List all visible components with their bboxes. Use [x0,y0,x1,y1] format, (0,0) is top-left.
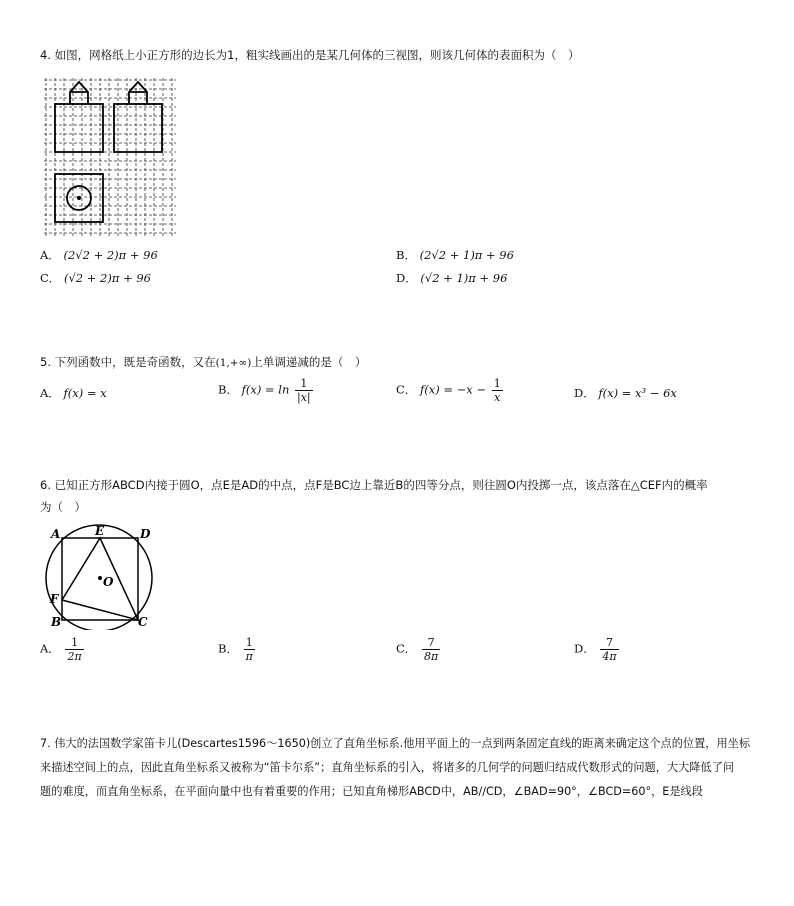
q6-option-b-denominator: π [245,650,253,663]
q4-option-a-label: A． [40,248,60,262]
q6-option-a-denominator: 2π [67,650,82,663]
q6-center-point [98,576,102,580]
q5-option-c-denominator: x [494,391,501,404]
q4-option-b[interactable] [396,247,514,263]
q5-option-b-numerator: 1 [295,377,313,391]
q6-option-c-numerator: 7 [422,636,440,650]
q6-option-b-fraction [244,636,255,663]
q6-option-b-label: B． [218,641,238,656]
q4-option-d[interactable] [396,270,507,286]
q6-label-o: O [103,575,114,589]
q4-side-view [114,82,162,152]
q6-option-a[interactable] [40,636,86,663]
q5-option-d-text: f(x) = x³ − 6x [598,386,677,400]
q4-option-d-label: D． [396,271,417,285]
q6-label-f: F [50,592,59,606]
q5-option-b-lhs: f(x) = ln [241,382,290,397]
q4-option-d-text: (√2 + 1)π + 96 [420,271,508,285]
q6-stem-line2: 为（ ） [40,500,86,514]
q6-option-d-fraction [600,636,618,663]
q5-option-a-text: f(x) = x [63,386,107,400]
q4-front-view [55,82,103,152]
q4-option-a[interactable] [40,247,158,263]
q6-option-d-label: D． [574,641,595,656]
q6-option-b-numerator: 1 [244,636,255,650]
q6-option-c-label: C． [396,641,417,656]
q5-option-b-fraction [295,377,313,404]
q4-option-b-text: (2√2 + 1)π + 96 [419,248,514,262]
q5-stem [40,355,366,371]
q7-line2: 来描述空间上的点，因此直角坐标系又被称为“笛卡尔系”；直角坐标系的引入，将诸多的几何学的问题归结成代数形式的问题，大大降低了问 [40,761,735,774]
q4-three-view-figure [42,74,182,240]
q7-line1: 7. 伟大的法国数学家笛卡儿(Descartes1596～1650)创立了直角坐标系.他用平面上的一点到两条固定直线的距离来确定这个点的位置，用坐标 [40,737,751,750]
q5-interval: (1,+∞) [215,357,252,369]
q6-option-b[interactable] [218,636,257,663]
q6-option-d-denominator: 4π [602,650,617,663]
q6-stem-line1: 6. 已知正方形ABCD内接于圆O，点E是AD的中点，点F是BC边上靠近B的四等分点，则往圆O内投掷一点，该点落在△CEF内的概率 [40,478,708,492]
q6-label-a: A [51,527,61,541]
q5-option-c-numerator: 1 [493,377,501,390]
q6-option-d-numerator: 7 [600,636,618,650]
q6-option-c-denominator: 8π [423,650,439,663]
q5-option-c[interactable] [396,377,505,404]
q6-option-d[interactable] [574,636,621,663]
q5-option-b-label: B． [218,382,238,397]
q6-option-c-fraction [422,636,440,663]
q7-line3: 题的难度，而直角坐标系，在平面向量中也有着重要的作用；已知直角梯形ABCD中，AB//CD，∠BAD=90°，∠BCD=60°，E是线段 [40,785,703,798]
q4-grid [44,78,176,236]
q5-option-b-denominator: |x| [297,391,311,404]
q5-option-b[interactable] [218,377,315,404]
q5-stem-suffix: 上单调递减的是（ ） [251,355,367,369]
q4-option-a-text: (2√2 + 2)π + 96 [63,248,158,262]
q6-option-a-fraction [65,636,83,663]
q5-option-a[interactable] [40,385,107,401]
q4-option-c-label: C． [40,271,61,285]
q6-label-e: E [95,524,105,538]
q6-label-d: D [140,527,151,541]
q6-label-b: B [51,615,62,629]
q6-option-a-numerator: 1 [65,636,83,650]
q4-option-c-text: (√2 + 2)π + 96 [63,271,151,285]
q5-option-a-label: A． [40,386,60,400]
q4-option-c[interactable] [40,270,151,286]
q5-option-c-fraction [492,377,503,404]
q5-option-d-label: D． [574,386,595,400]
q6-label-c: C [138,615,148,629]
q6-option-c[interactable] [396,636,442,663]
q5-option-c-lhs: f(x) = −x − [419,382,487,397]
q6-circle-square-figure [42,524,162,630]
q5-stem-prefix: 5. 下列函数中，既是奇函数，又在 [40,355,216,369]
q5-option-d[interactable] [574,385,677,401]
q4-stem: 4. 如图，网格纸上小正方形的边长为1，粗实线画出的是某几何体的三视图，则该几何体的表面积为（ ） [40,48,580,62]
q6-option-a-label: A． [40,641,60,656]
q5-option-c-label: C． [396,382,417,397]
q4-option-b-label: B． [396,248,416,262]
